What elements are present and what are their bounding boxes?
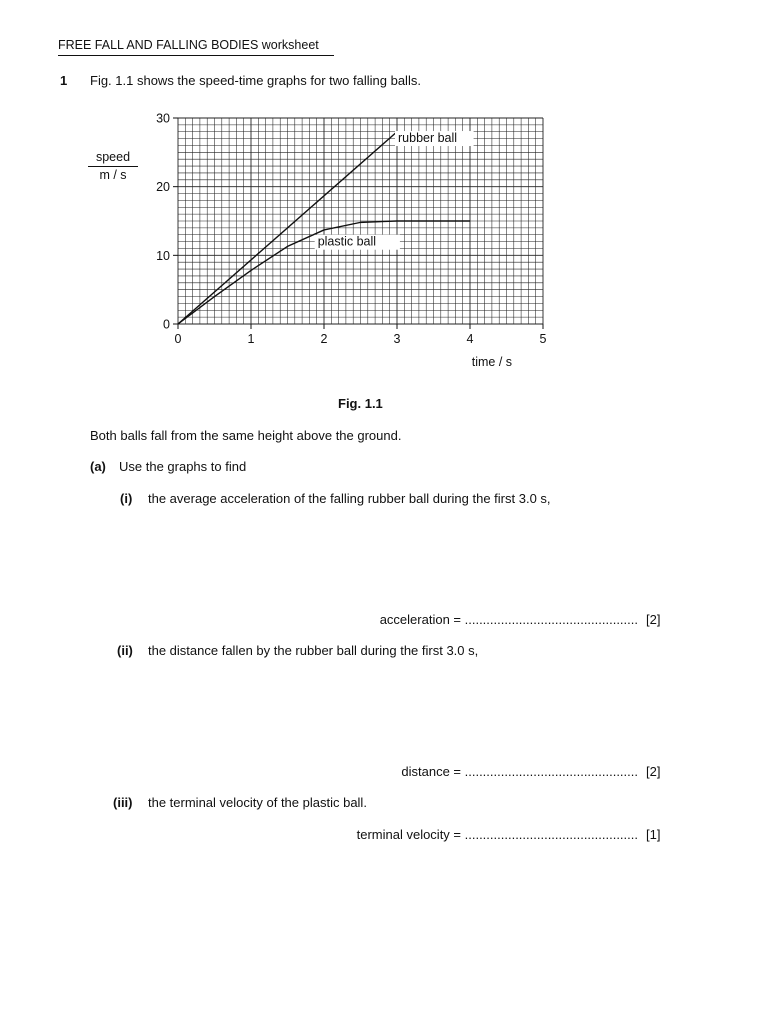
part-iii-text: the terminal velocity of the plastic ball. [148, 795, 367, 810]
plastic-ball-label: plastic ball [317, 234, 377, 249]
part-ii-text: the distance fallen by the rubber ball during the first 3.0 s, [148, 643, 479, 658]
x-tick-label: 3 [393, 332, 401, 346]
part-ii-label: (ii) [117, 643, 133, 658]
figure-caption: Fig. 1.1 [338, 396, 383, 411]
part-i-label: (i) [120, 491, 133, 506]
part-i-marks: [2] [646, 612, 661, 627]
x-tick-label: 2 [320, 332, 328, 346]
title-underline [58, 55, 334, 56]
part-a-label: (a) [90, 459, 106, 474]
context-text: Both balls fall from the same height above the ground. [90, 428, 402, 443]
x-tick-label: 1 [247, 332, 255, 346]
part-i-text: the average acceleration of the falling rubber ball during the first 3.0 s, [148, 491, 551, 506]
distance-answer-label: distance = [401, 764, 465, 779]
part-iii-label: (iii) [113, 795, 133, 810]
y-tick-label: 10 [156, 248, 170, 263]
distance-answer[interactable] [401, 764, 638, 779]
part-a-text: Use the graphs to find [119, 459, 247, 474]
y-tick-label: 30 [156, 111, 170, 126]
question-intro: Fig. 1.1 shows the speed-time graphs for two falling balls. [90, 73, 421, 88]
worksheet-title: FREE FALL AND FALLING BODIES worksheet [58, 38, 319, 52]
acceleration-answer-line[interactable]: ................................................ [464, 612, 638, 627]
rubber-ball-label: rubber ball [398, 131, 458, 146]
question-number: 1 [60, 73, 68, 88]
terminal-velocity-answer-line[interactable]: ................................................ [464, 827, 638, 842]
distance-answer-line[interactable]: ................................................ [464, 764, 638, 779]
y-tick-label: 20 [156, 180, 170, 195]
x-axis-label: time / s [471, 355, 513, 369]
terminal-velocity-answer-label: terminal velocity = [356, 827, 465, 842]
speed-time-chart [0, 100, 768, 380]
chart-grid [178, 118, 543, 324]
x-tick-label: 4 [466, 332, 474, 346]
terminal-velocity-answer[interactable] [357, 827, 638, 842]
acceleration-answer-label: acceleration = [379, 612, 465, 627]
acceleration-answer[interactable] [380, 612, 638, 627]
part-ii-marks: [2] [646, 764, 661, 779]
x-tick-label: 0 [174, 332, 182, 346]
y-axis-label-quantity: speed [88, 150, 138, 167]
x-tick-label: 5 [539, 332, 547, 346]
part-iii-marks: [1] [646, 827, 661, 842]
y-axis-label-unit: m / s [99, 168, 127, 182]
y-tick-label: 0 [163, 317, 170, 332]
